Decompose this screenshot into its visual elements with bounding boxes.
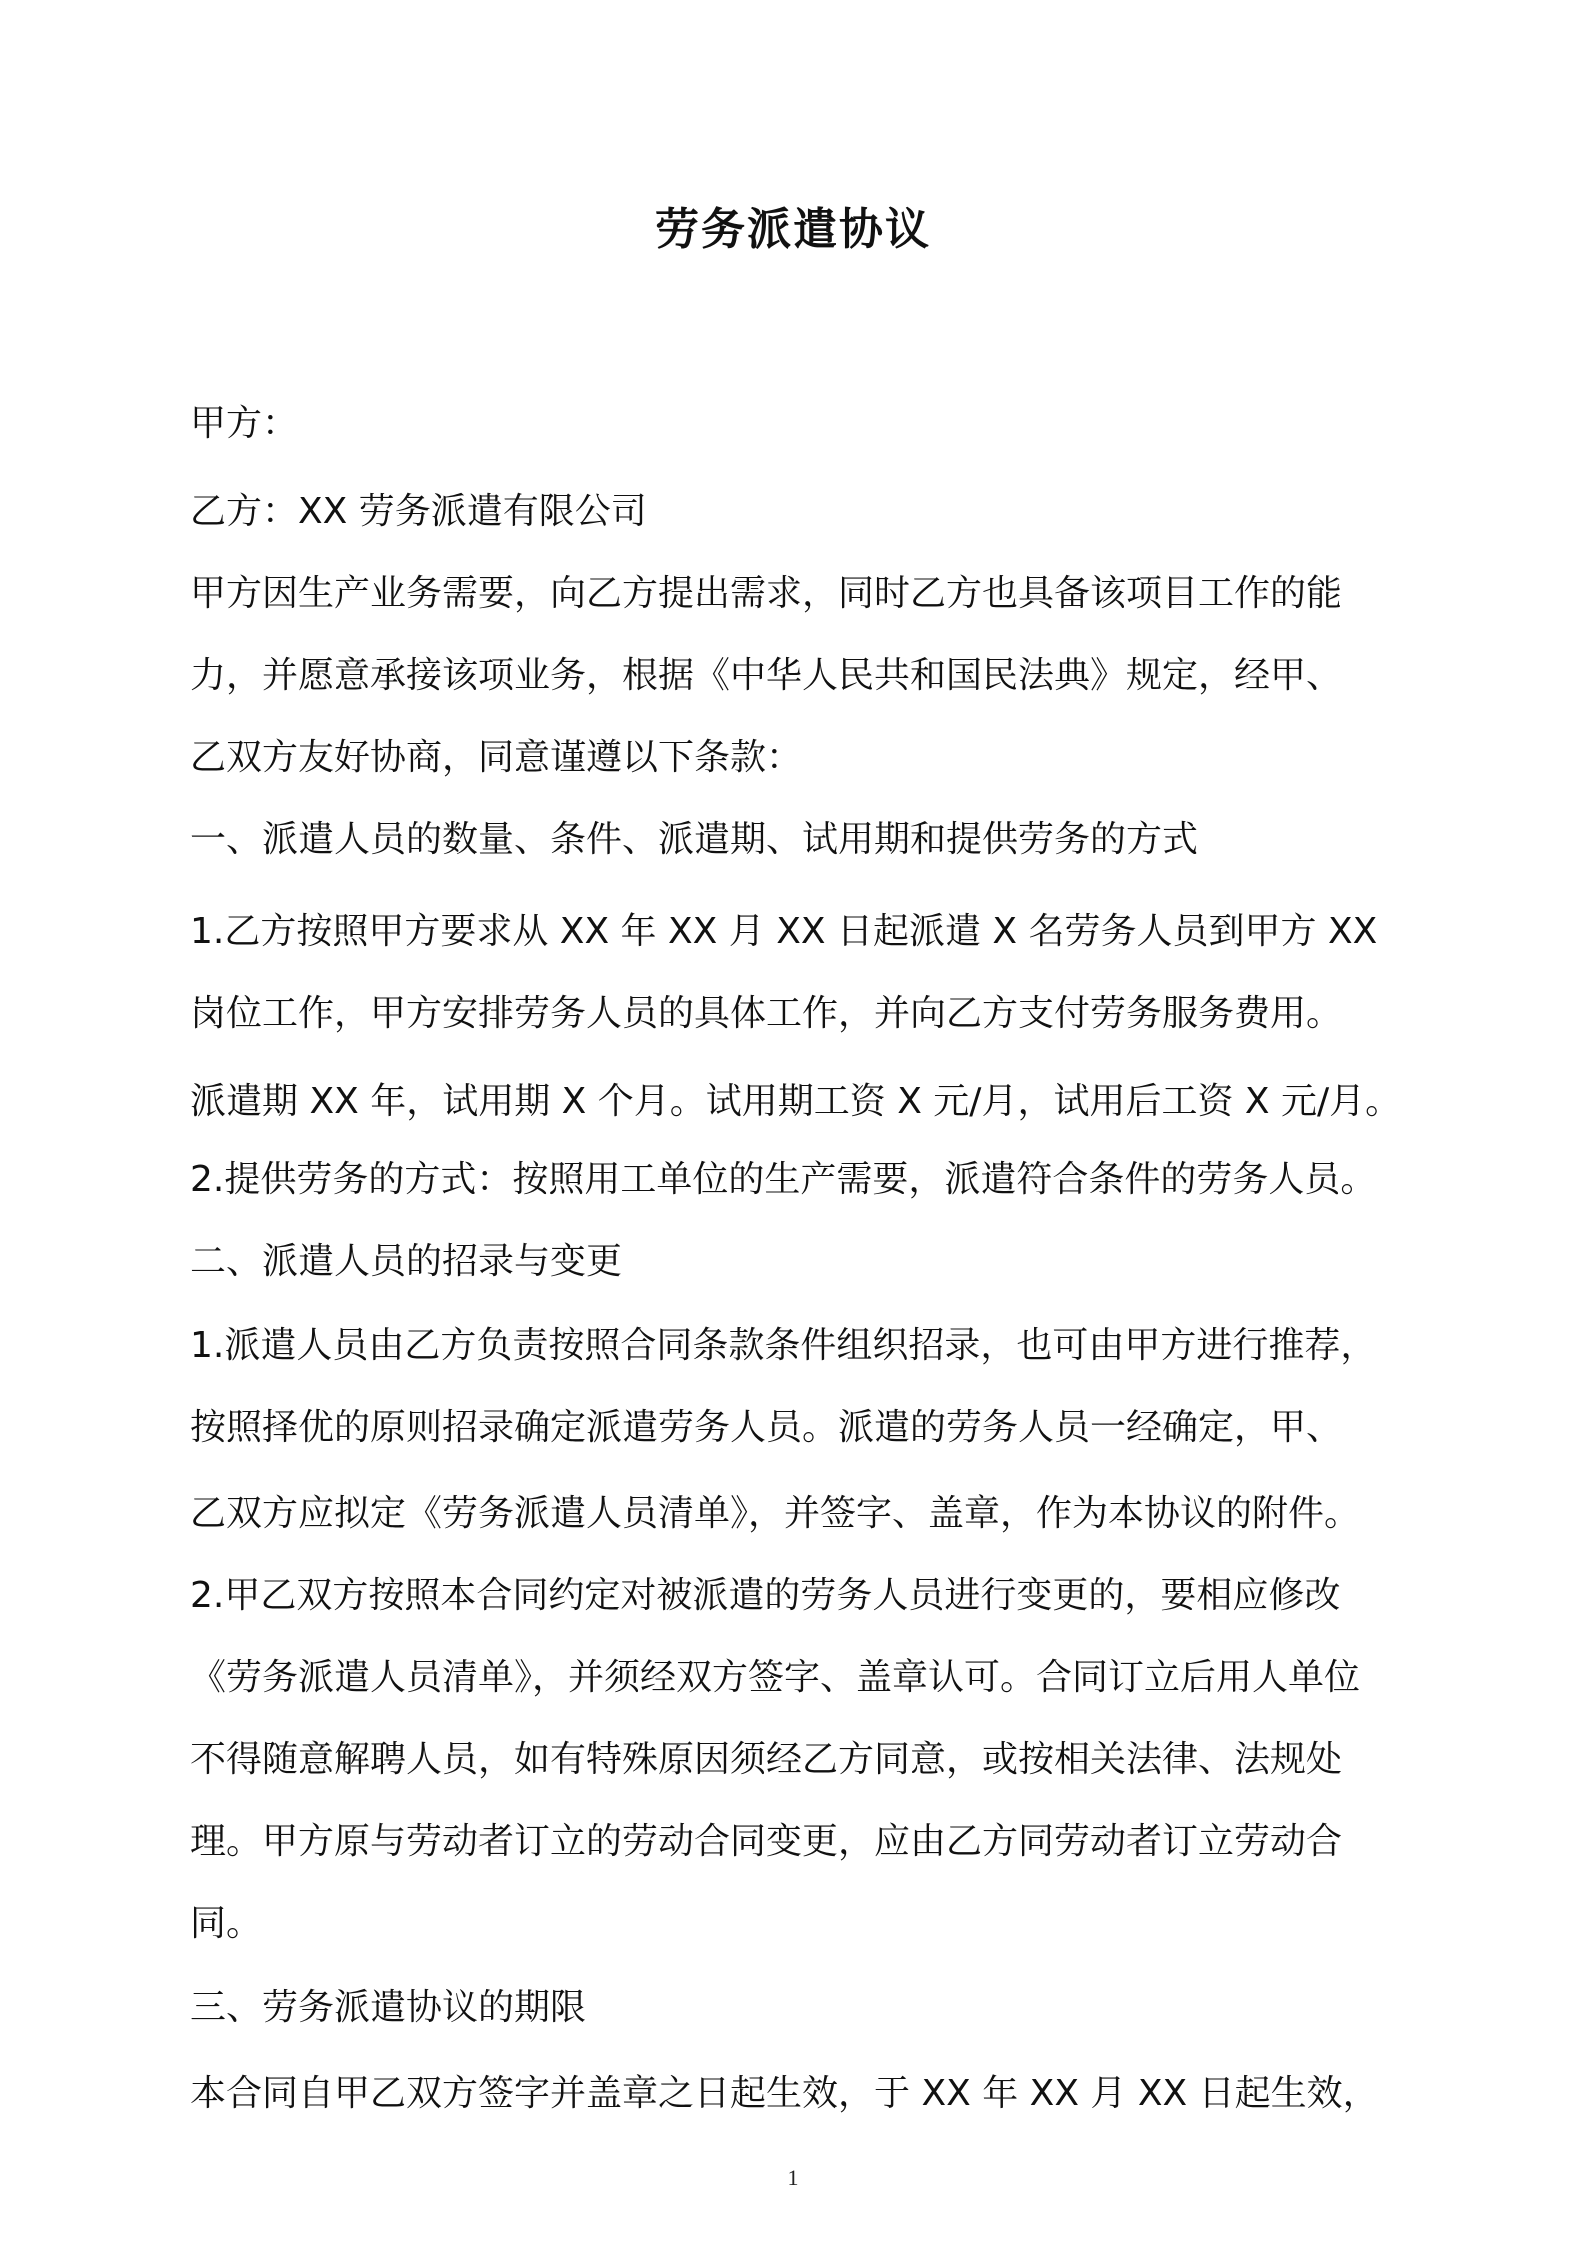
section-heading-2: 二、派遣人员的招录与变更 [190, 1241, 623, 1282]
paragraph-line: 力，并愿意承接该项业务，根据《中华人民共和国民法典》规定，经甲、 [190, 655, 1343, 696]
document-title: 劳务派遣协议 [655, 204, 931, 255]
paragraph-line: 不得随意解聘人员，如有特殊原因须经乙方同意，或按相关法律、法规处 [190, 1739, 1343, 1780]
party-b-line: 乙方：XX 劳务派遣有限公司 [190, 491, 647, 532]
paragraph-line: 派遣期 XX 年，试用期 X 个月。试用期工资 X 元/月，试用后工资 X 元/月。 [190, 1081, 1402, 1122]
paragraph-line: 1.派遣人员由乙方负责按照合同条款条件组织招录，也可由甲方进行推荐， [190, 1325, 1377, 1366]
paragraph-line: 1.乙方按照甲方要求从 XX 年 XX 月 XX 日起派遣 X 名劳务人员到甲方 XX [190, 911, 1378, 952]
paragraph-line: 同。 [190, 1903, 263, 1944]
paragraph-line: 按照择优的原则招录确定派遣劳务人员。派遣的劳务人员一经确定，甲、 [190, 1407, 1343, 1448]
paragraph-line: 甲方因生产业务需要，向乙方提出需求，同时乙方也具备该项目工作的能 [190, 573, 1343, 614]
paragraph-line: 2.提供劳务的方式：按照用工单位的生产需要，派遣符合条件的劳务人员。 [190, 1159, 1377, 1200]
paragraph-line: 《劳务派遣人员清单》，并须经双方签字、盖章认可。合同订立后用人单位 [190, 1657, 1361, 1698]
paragraph-line: 乙双方友好协商，同意谨遵以下条款： [190, 737, 803, 778]
paragraph-line: 2.甲乙双方按照本合同约定对被派遣的劳务人员进行变更的，要相应修改 [190, 1575, 1341, 1616]
paragraph-line: 岗位工作，甲方安排劳务人员的具体工作，并向乙方支付劳务服务费用。 [190, 993, 1343, 1034]
paragraph-line: 乙双方应拟定《劳务派遣人员清单》，并签字、盖章，作为本协议的附件。 [190, 1493, 1361, 1534]
page-number: 1 [787, 2165, 799, 2190]
paragraph-line: 理。甲方原与劳动者订立的劳动合同变更，应由乙方同劳动者订立劳动合 [190, 1821, 1343, 1862]
paragraph-line: 本合同自甲乙双方签字并盖章之日起生效，于 XX 年 XX 月 XX 日起生效， [190, 2073, 1379, 2114]
section-heading-3: 三、劳务派遣协议的期限 [190, 1987, 587, 2028]
section-heading-1: 一、派遣人员的数量、条件、派遣期、试用期和提供劳务的方式 [190, 819, 1199, 860]
party-a-line: 甲方： [190, 403, 299, 444]
